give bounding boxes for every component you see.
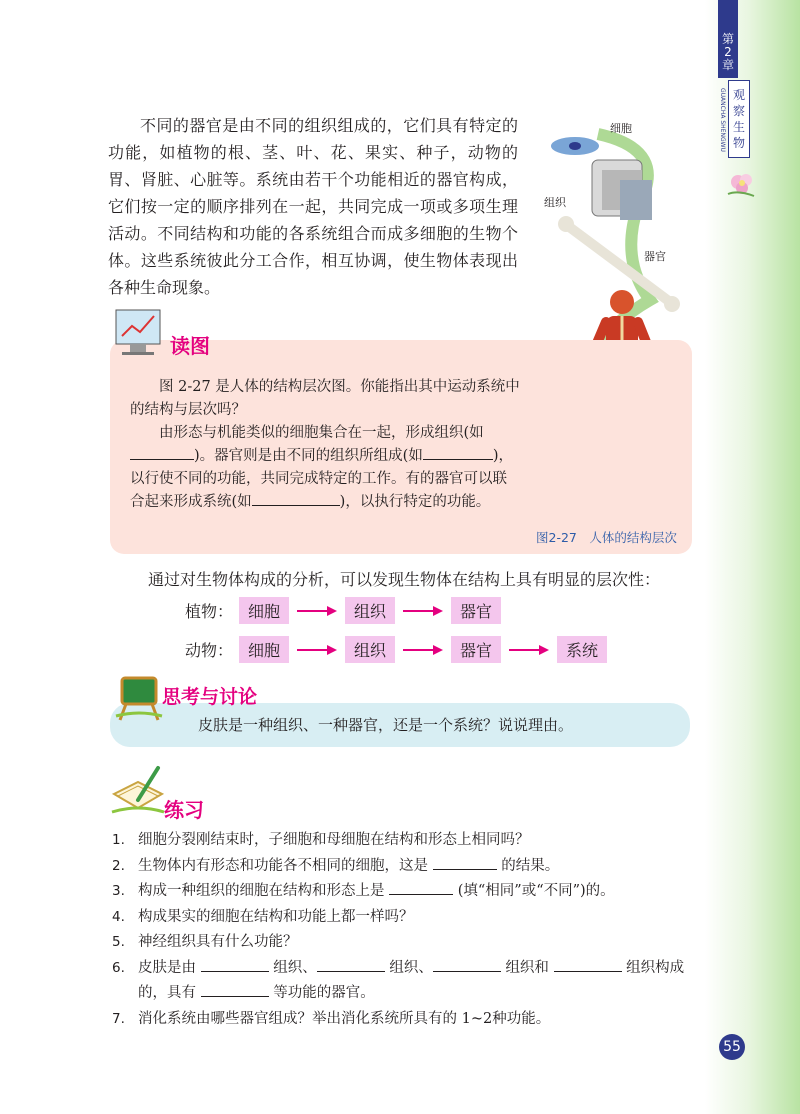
- exercise-text-segment: 生物体内有形态和功能各不相同的细胞，这是: [138, 857, 428, 874]
- exercise-text: 细胞分裂刚结束时，子细胞和母细胞在结构和形态上相同吗？: [138, 832, 530, 848]
- exercise-number: 6.: [112, 959, 125, 976]
- answer-blank[interactable]: [317, 971, 385, 972]
- chain-step: 组织: [345, 597, 395, 624]
- plant-chain: [185, 597, 501, 624]
- answer-blank[interactable]: [423, 459, 493, 460]
- exercise-list: [112, 828, 702, 1032]
- figure-label-organ: 器官: [644, 250, 666, 263]
- animal-label: 动物：: [185, 641, 234, 660]
- chapter-title-char: 生: [732, 120, 745, 134]
- read-text: [130, 376, 520, 514]
- chapter-label-bottom: 章: [721, 58, 734, 72]
- exercise-text-segment: 组织、: [389, 959, 433, 976]
- exercise-number: 1.: [112, 832, 125, 848]
- figure-label-tissue: 组织: [544, 196, 566, 209]
- read-text-segment: )，以行使不同的功能，共同完成特定的工作。有的器官可以联合起来形成系统(如: [130, 448, 513, 510]
- monitor-chart-icon: [112, 306, 168, 358]
- exercise-item: [112, 930, 702, 956]
- exercise-number: 7.: [112, 1010, 125, 1027]
- exercise-item: [112, 879, 702, 905]
- read-paragraph-1: 图 2-27 是人体的结构层次图。你能指出其中运动系统中的结构与层次吗？: [130, 379, 520, 418]
- analysis-text: 通过对生物体构成的分析，可以发现生物体在结构上具有明显的层次性：: [148, 570, 661, 589]
- exercise-number: 2.: [112, 857, 125, 874]
- answer-blank[interactable]: [252, 505, 340, 506]
- chapter-number: 2: [724, 45, 732, 59]
- chapter-title-char: 观: [732, 88, 745, 102]
- page-number: 55: [719, 1034, 745, 1060]
- exercise-item: [112, 956, 702, 1007]
- read-text-segment: 由形态与机能类似的细胞集合在一起，形成组织(如: [159, 425, 484, 441]
- plant-label: 植物：: [185, 602, 234, 621]
- chapter-title-char: 物: [732, 136, 745, 150]
- exercise-text-segment: 的结果。: [501, 857, 560, 874]
- exercise-text: [138, 956, 702, 1007]
- arrow-right-icon: [507, 644, 551, 656]
- exercise-text: [138, 879, 615, 905]
- exercise-text: [138, 854, 559, 880]
- read-paragraph-2: [130, 422, 520, 514]
- animal-chain: [185, 636, 607, 663]
- read-text-segment: )，以执行特定的功能。: [339, 494, 491, 510]
- arrow-right-icon: [295, 605, 339, 617]
- exercise-number: 5.: [112, 934, 125, 950]
- main-paragraph-text: 不同的器官是由不同的组织组成的，它们具有特定的功能，如植物的根、茎、叶、花、果实、种子，动物的胃、肾脏、心脏等。系统由若干个功能相近的器官构成，它们按一定的顺序排列在一起，共同完成一项或多项生理活动。不同结构和功能的各系统组合而成多细胞的生物个体。这些系统彼此分工合作，相互协调，使生物体表现出各种生命现象。: [108, 116, 518, 297]
- exercise-text: 消化系统由哪些器官组成？举出消化系统所具有的 1~2种功能。: [138, 1010, 551, 1027]
- answer-blank[interactable]: [389, 894, 453, 895]
- flower-icon: [724, 168, 764, 202]
- exercise-text: 神经组织具有什么功能？: [138, 934, 298, 950]
- notebook-pencil-icon: [108, 764, 168, 820]
- exercise-number: 3.: [112, 883, 125, 899]
- read-text-segment: )。器官则是由不同的组织所组成(如: [194, 448, 423, 464]
- main-paragraph: [108, 112, 518, 301]
- exercise-item: [112, 854, 702, 880]
- answer-blank[interactable]: [201, 996, 269, 997]
- chapter-title-char: 察: [732, 104, 745, 118]
- exercise-text-segment: (填“相同”或“不同”)的。: [457, 883, 615, 899]
- chapter-tab: [718, 0, 738, 78]
- exercise-text: 构成果实的细胞在结构和功能上都一样吗？: [138, 908, 414, 925]
- exercise-item: [112, 905, 702, 931]
- chain-step: 器官: [451, 597, 501, 624]
- think-heading: 思考与讨论: [162, 686, 258, 708]
- chapter-title: [728, 80, 750, 158]
- chain-step: 系统: [557, 636, 607, 663]
- answer-blank[interactable]: [201, 971, 269, 972]
- exercise-text-segment: 皮肤是由: [138, 959, 196, 976]
- figure-label-cell: 细胞: [610, 122, 632, 135]
- chain-step: 细胞: [239, 597, 289, 624]
- answer-blank[interactable]: [554, 971, 622, 972]
- chalkboard-icon: [112, 672, 166, 722]
- chain-step: 组织: [345, 636, 395, 663]
- cell-icon: [551, 137, 599, 155]
- arrow-right-icon: [401, 605, 445, 617]
- figure-caption: 图2-27 人体的结构层次: [536, 530, 677, 545]
- exercise-text-segment: 等功能的器官。: [273, 985, 375, 1001]
- chain-step: 细胞: [239, 636, 289, 663]
- exercise-item: [112, 1007, 702, 1033]
- exercise-item: [112, 828, 702, 854]
- chain-step: 器官: [451, 636, 501, 663]
- answer-blank[interactable]: [433, 971, 501, 972]
- chapter-label-top: 第: [721, 32, 734, 46]
- exercise-text-segment: 构成一种组织的细胞在结构和形态上是: [138, 883, 385, 899]
- exercise-number: 4.: [112, 908, 125, 925]
- answer-blank[interactable]: [433, 869, 497, 870]
- chapter-pinyin: GUANCHA SHENGWU: [719, 88, 726, 152]
- think-question: 皮肤是一种组织、一种器官，还是一个系统？说说理由。: [198, 716, 574, 734]
- arrow-right-icon: [295, 644, 339, 656]
- exercise-text-segment: 组织构成的，具有: [138, 959, 685, 1001]
- exercise-text-segment: 组织、: [273, 959, 317, 976]
- read-heading: 读图: [170, 334, 210, 358]
- arrow-right-icon: [401, 644, 445, 656]
- answer-blank[interactable]: [130, 459, 194, 460]
- exercise-heading: 练习: [164, 798, 204, 822]
- exercise-text-segment: 组织和: [505, 959, 549, 976]
